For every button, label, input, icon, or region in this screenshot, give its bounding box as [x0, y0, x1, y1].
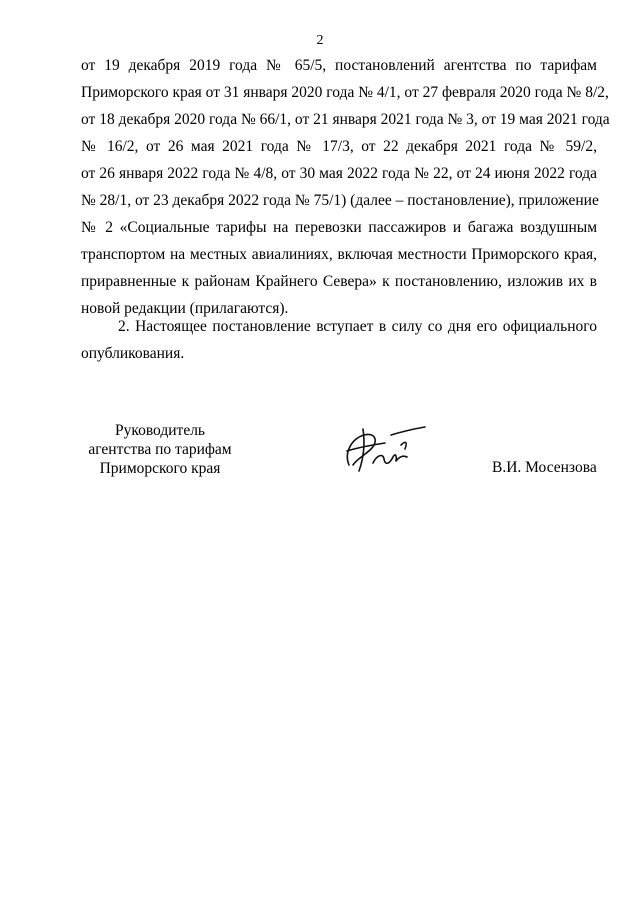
paragraph-1-line: новой редакции (прилагаются).: [81, 300, 289, 317]
signer-name: В.И. Мосензова: [492, 459, 597, 476]
paragraph-1-line: Приморского края от 31 января 2020 года № 4/1, от 27 февраля 2020 года № 8/2,: [81, 84, 609, 101]
paragraph-1-line: № 28/1, от 23 декабря 2022 года № 75/1) (далее – постановление), приложение: [81, 192, 599, 209]
signatory-title-line: агентства по тарифам: [88, 441, 232, 458]
paragraph-1-line: № 16/2, от 26 мая 2021 года № 17/3, от 22 декабря 2021 года № 59/2,: [81, 138, 597, 155]
paragraph-1: [81, 52, 610, 322]
paragraph-1-line: № 2 «Социальные тарифы на перевозки пассажиров и багажа воздушным: [81, 219, 597, 236]
signatory-title-line: Руководитель: [114, 422, 206, 439]
paragraph-1-line: от 26 января 2022 года № 4/8, от 30 мая 2022 года № 22, от 24 июня 2022 года: [81, 165, 597, 182]
paragraph-1-line: транспортом на местных авиалиниях, включая местности Приморского края,: [81, 246, 597, 263]
paragraph-2-line: опубликования.: [81, 345, 185, 362]
paragraph-1-line: приравненные к районам Крайнего Севера» к постановлению, изложив их в: [81, 273, 597, 290]
paragraph-1-line: от 18 декабря 2020 года № 66/1, от 21 января 2021 года № 3, от 19 мая 2021 года: [81, 111, 610, 128]
paragraph-2: [81, 313, 597, 367]
page-number: 2: [316, 33, 324, 48]
handwritten-signature: [333, 419, 429, 481]
paragraph-1-line: от 19 декабря 2019 года № 65/5, постановлений агентства по тарифам: [81, 57, 597, 74]
signatory-title: [80, 421, 240, 478]
signatory-title-line: Приморского края: [99, 460, 221, 477]
paragraph-2-line: 2. Настоящее постановление вступает в силу со дня его официального: [118, 318, 597, 335]
